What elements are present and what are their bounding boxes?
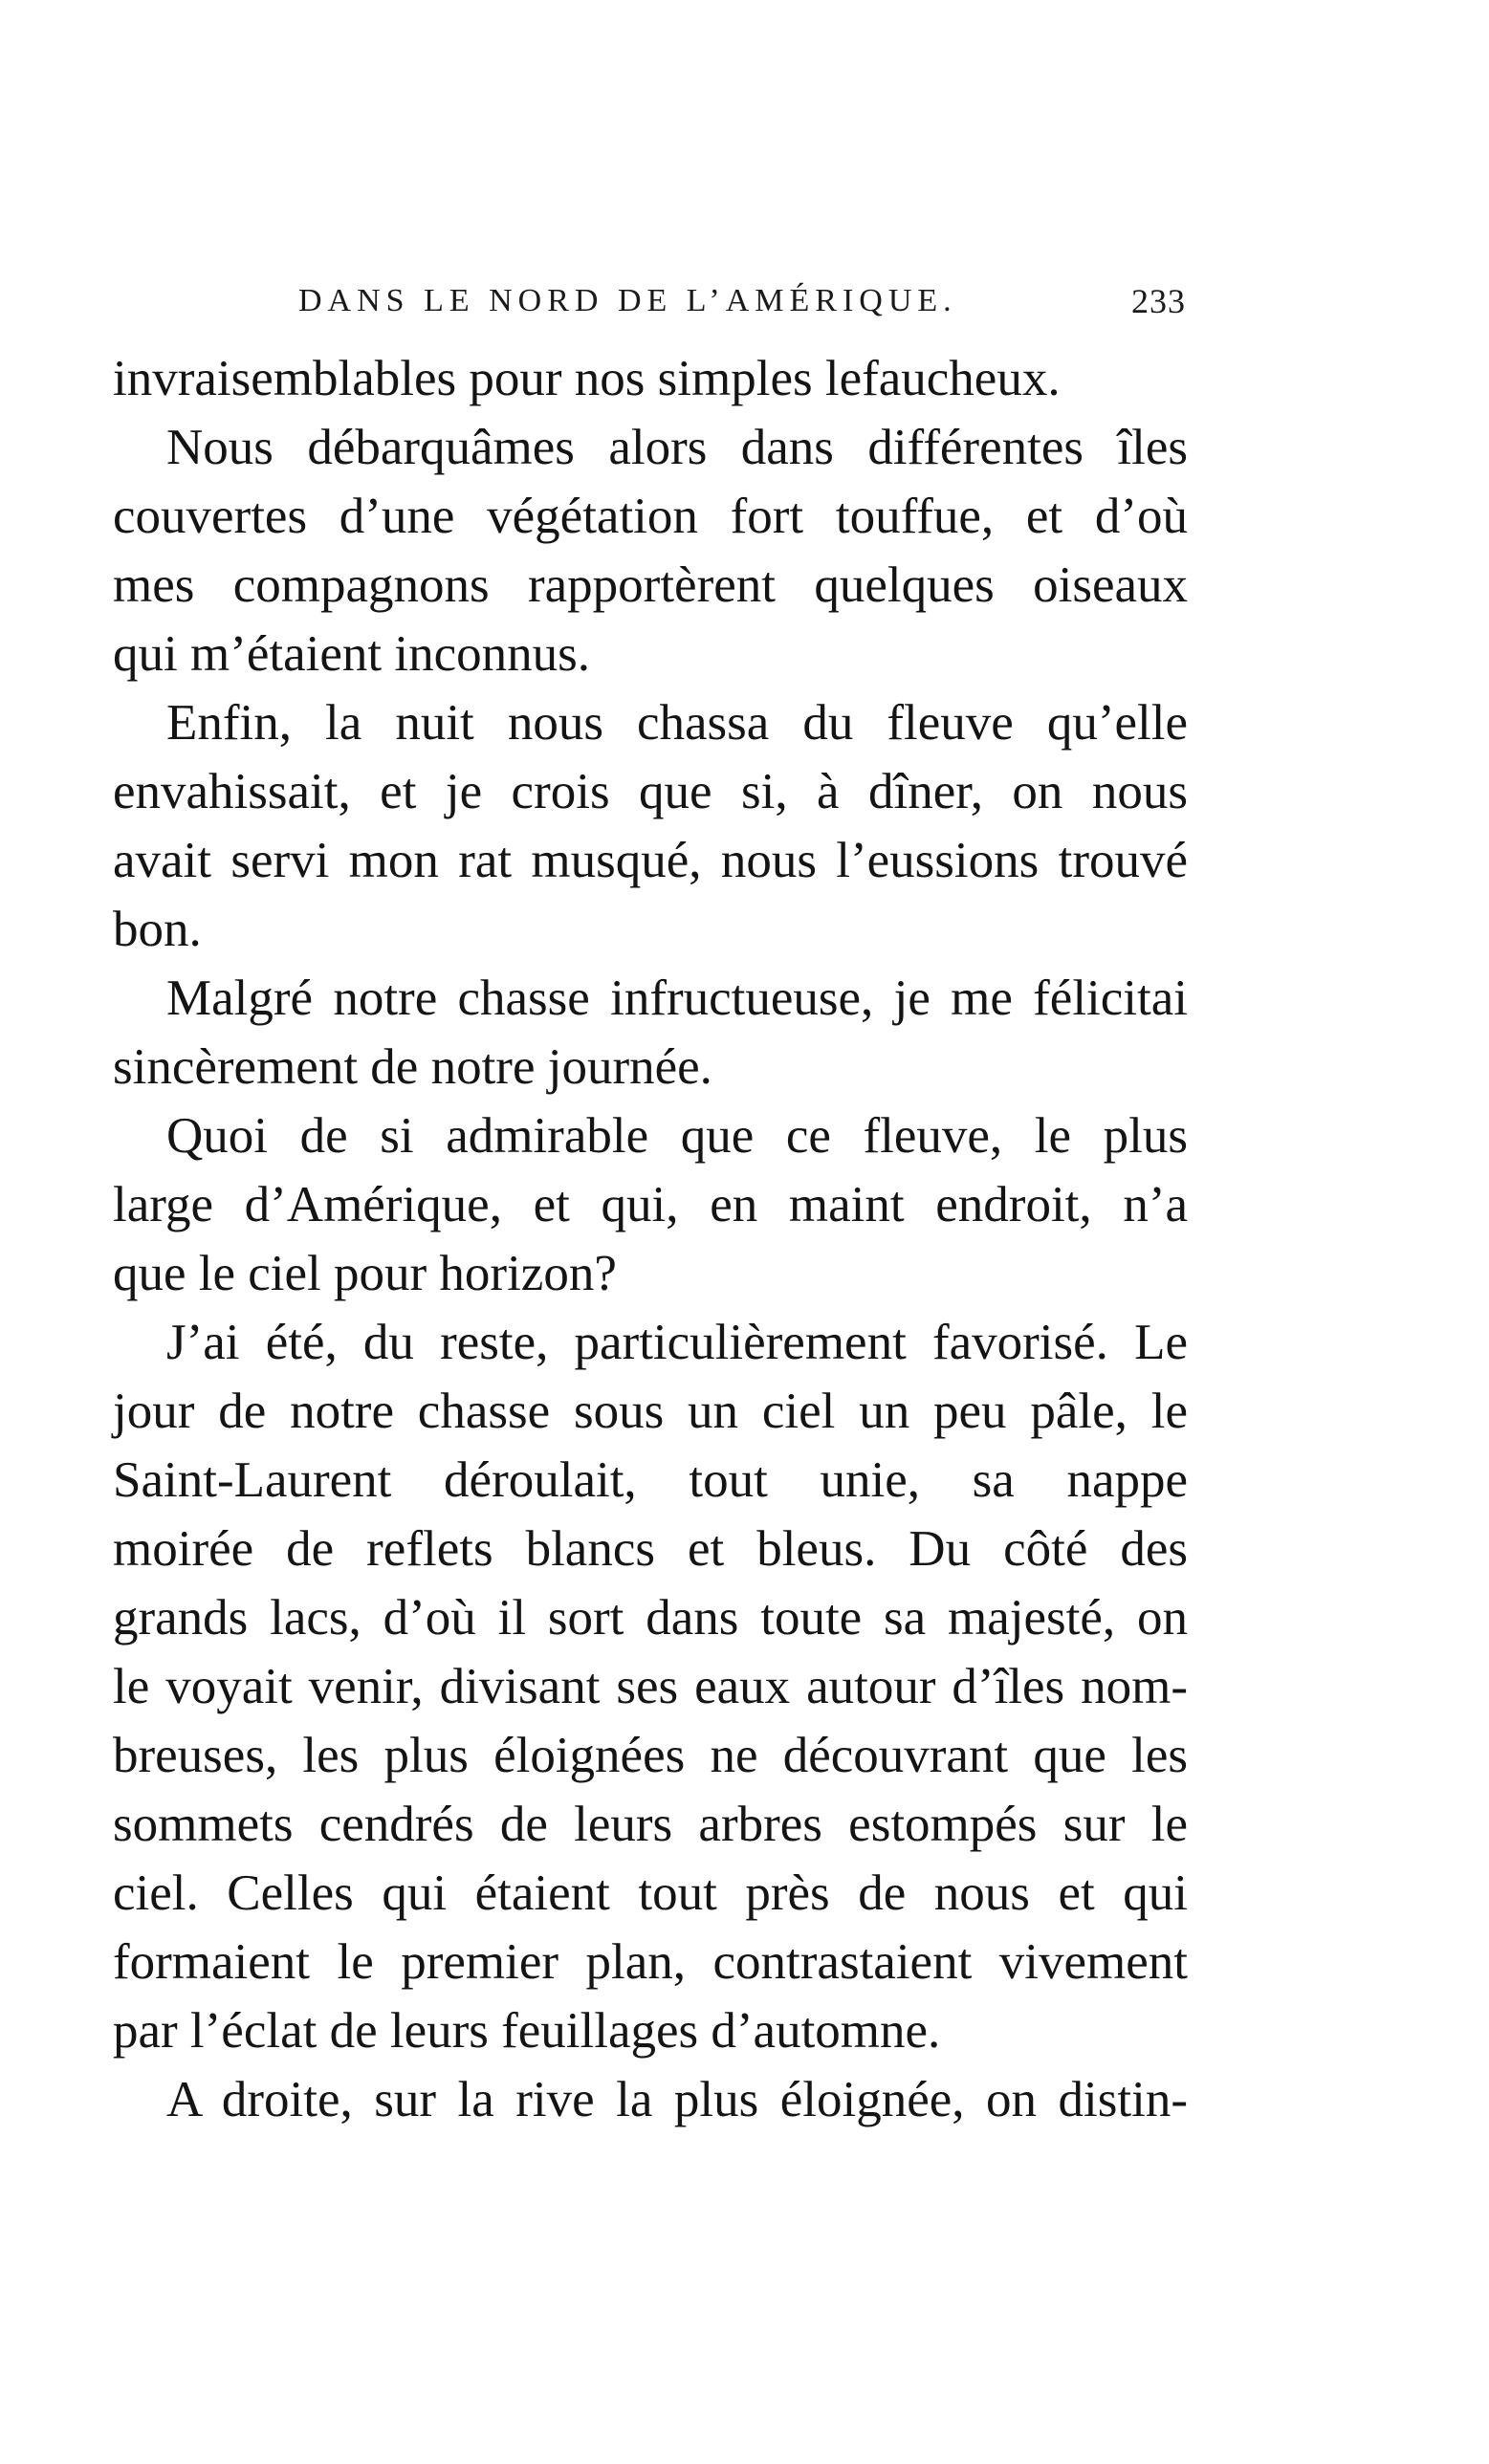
text-line: large d’Amérique, et qui, en maint endroit, n’a bbox=[113, 1177, 1188, 1232]
text-line: avait servi mon rat musqué, nous l’eussions trouvé bbox=[113, 833, 1188, 888]
text-line: Nous débarquâmes alors dans différentes îles bbox=[166, 420, 1188, 475]
text-line: sincèrement de notre journée. bbox=[113, 1039, 712, 1095]
text-line: J’ai été, du reste, particulièrement favorisé. Le bbox=[166, 1315, 1188, 1370]
text-line: ciel. Celles qui étaient tout près de nous et qui bbox=[113, 1865, 1188, 1921]
text-line: Saint-Laurent déroulait, tout unie, sa nappe bbox=[113, 1452, 1188, 1508]
text-line: Malgré notre chasse infructueuse, je me félicitai bbox=[166, 970, 1188, 1026]
page-number: 233 bbox=[1131, 282, 1186, 320]
text-line: moirée de reflets blancs et bleus. Du côté des bbox=[113, 1521, 1188, 1577]
text-line: par l’éclat de leurs feuillages d’automne. bbox=[113, 2003, 941, 2059]
text-line: envahissait, et je crois que si, à dîner, on nous bbox=[113, 764, 1188, 819]
text-line: que le ciel pour horizon? bbox=[113, 1246, 617, 1301]
text-line: le voyait venir, divisant ses eaux autour d’îles nom- bbox=[113, 1659, 1188, 1714]
text-line: Enfin, la nuit nous chassa du fleuve qu’elle bbox=[166, 695, 1188, 751]
text-line: jour de notre chasse sous un ciel un peu pâle, le bbox=[113, 1384, 1188, 1439]
running-title: DANS LE NORD DE L’AMÉRIQUE. bbox=[298, 283, 957, 318]
text-line: grands lacs, d’où il sort dans toute sa majesté, on bbox=[113, 1590, 1188, 1646]
text-line: A droite, sur la rive la plus éloignée, on distin- bbox=[166, 2072, 1188, 2127]
text-line: invraisemblables pour nos simples lefaucheux. bbox=[113, 351, 1061, 406]
text-line: Quoi de si admirable que ce fleuve, le plus bbox=[166, 1108, 1188, 1164]
body-text bbox=[113, 344, 1188, 2134]
text-line: qui m’étaient inconnus. bbox=[113, 626, 590, 682]
text-line: breuses, les plus éloignées ne découvrant que les bbox=[113, 1728, 1188, 1783]
text-line: sommets cendrés de leurs arbres estompés sur le bbox=[113, 1797, 1188, 1852]
text-line: bon. bbox=[113, 902, 202, 957]
text-line: mes compagnons rapportèrent quelques oiseaux bbox=[113, 557, 1188, 613]
text-line: couvertes d’une végétation fort touffue, et d’où bbox=[113, 489, 1188, 544]
running-head bbox=[298, 277, 1186, 325]
text-line: formaient le premier plan, contrastaient vivement bbox=[113, 1934, 1188, 1990]
